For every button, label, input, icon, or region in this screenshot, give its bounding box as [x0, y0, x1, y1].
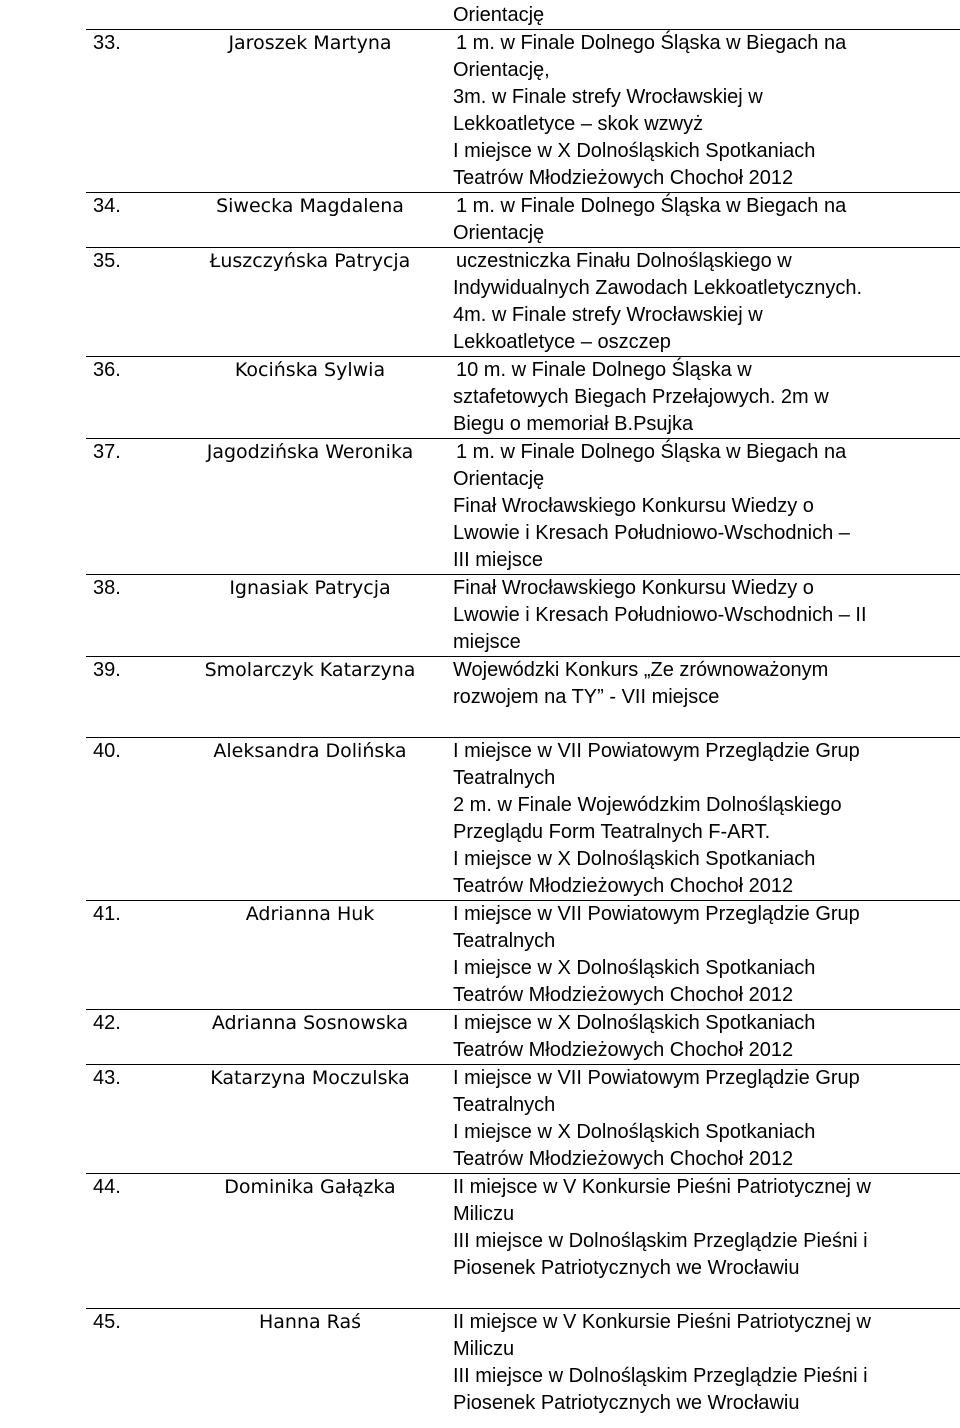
- achievement-line: II miejsce w V Konkursie Pieśni Patriotycznej w: [453, 1176, 871, 1198]
- student-name: Adrianna Huk: [181, 901, 439, 1010]
- achievement-line: Lekkoatletyce – skok wzwyż: [453, 113, 704, 135]
- achievement-line: 10 m. w Finale Dolnego Śląska w: [456, 359, 752, 381]
- achievement-line: Biegu o memoriał B.Psujka: [453, 413, 694, 435]
- achievement-line: Piosenek Patriotycznych we Wrocławiu: [453, 1392, 800, 1414]
- achievement-line: Lwowie i Kresach Południowo-Wschodnich – II: [453, 604, 867, 626]
- student-name: Dominika Gałązka: [181, 1174, 439, 1309]
- table-row: [86, 30, 960, 193]
- table-row: [86, 1010, 960, 1065]
- row-number: 42.: [86, 1010, 181, 1065]
- row-number: 44.: [86, 1174, 181, 1309]
- achievement-line: rozwojem na TY” - VII miejsce: [453, 686, 720, 708]
- row-number: 41.: [86, 901, 181, 1010]
- achievement-line: Teatrów Młodzieżowych Chochoł 2012: [453, 1148, 794, 1170]
- achievement-line: I miejsce w X Dolnośląskich Spotkaniach: [453, 848, 816, 870]
- achievements-cell: [439, 738, 960, 901]
- student-name: Ignasiak Patrycja: [181, 575, 439, 657]
- achievement-line: 2 m. w Finale Wojewódzkim Dolnośląskiego: [453, 794, 842, 816]
- achievement-line: I miejsce w X Dolnośląskich Spotkaniach: [453, 957, 816, 979]
- student-name: Jagodzińska Weronika: [181, 439, 439, 575]
- achievement-line: uczestniczka Finału Dolnośląskiego w: [456, 250, 792, 272]
- achievement-line: Finał Wrocławskiego Konkursu Wiedzy o: [453, 495, 814, 517]
- awards-document: [86, 0, 960, 1417]
- achievement-line: Orientację,: [453, 59, 550, 81]
- row-number: 43.: [86, 1065, 181, 1174]
- achievement-line: Przeglądu Form Teatralnych F-ART.: [453, 821, 771, 843]
- achievement-line: III miejsce w Dolnośląskim Przeglądzie Pieśni i: [453, 1230, 868, 1252]
- row-number: 40.: [86, 738, 181, 901]
- row-number: 39.: [86, 657, 181, 738]
- achievements-cell: [439, 901, 960, 1010]
- achievements-cell: [439, 439, 960, 575]
- student-name: Adrianna Sosnowska: [181, 1010, 439, 1065]
- achievement-line: 3m. w Finale strefy Wrocławskiej w: [453, 86, 763, 108]
- achievements-cell: [439, 248, 960, 357]
- table-row: [86, 439, 960, 575]
- achievement-line: Teatralnych: [453, 767, 556, 789]
- student-name: Katarzyna Moczulska: [181, 1065, 439, 1174]
- table-row: [86, 0, 960, 30]
- achievement-line: Lekkoatletyce – oszczep: [453, 331, 671, 353]
- achievement-line: 1 m. w Finale Dolnego Śląska w Biegach na: [456, 441, 847, 463]
- awards-table-body: [86, 0, 960, 1417]
- achievement-line: I miejsce w VII Powiatowym Przeglądzie Grup: [453, 740, 860, 762]
- achievement-line: Teatralnych: [453, 930, 556, 952]
- achievements-cell: [439, 30, 960, 193]
- achievement-line: I miejsce w X Dolnośląskich Spotkaniach: [453, 140, 816, 162]
- achievements-cell: [439, 0, 960, 30]
- achievement-line: Teatrów Młodzieżowych Chochoł 2012: [453, 1039, 794, 1061]
- achievement-line: Piosenek Patriotycznych we Wrocławiu: [453, 1257, 800, 1279]
- achievement-line: Orientację: [453, 222, 545, 244]
- achievement-line: Indywidualnych Zawodach Lekkoatletycznych.: [453, 277, 863, 299]
- student-name: Siwecka Magdalena: [181, 193, 439, 248]
- row-number: 34.: [86, 193, 181, 248]
- row-number: 36.: [86, 357, 181, 439]
- achievement-line: Orientację: [453, 468, 545, 490]
- achievement-line: I miejsce w X Dolnośląskich Spotkaniach: [453, 1012, 816, 1034]
- achievement-line: II miejsce w V Konkursie Pieśni Patriotycznej w: [453, 1311, 871, 1333]
- student-name: Aleksandra Dolińska: [181, 738, 439, 901]
- achievements-cell: [439, 1309, 960, 1418]
- table-row: [86, 738, 960, 901]
- achievement-line: sztafetowych Biegach Przełajowych. 2m w: [453, 386, 829, 408]
- achievement-line: Finał Wrocławskiego Konkursu Wiedzy o: [453, 577, 814, 599]
- achievement-line: III miejsce w Dolnośląskim Przeglądzie Pieśni i: [453, 1365, 868, 1387]
- achievement-line: I miejsce w X Dolnośląskich Spotkaniach: [453, 1121, 816, 1143]
- achievement-line: 1 m. w Finale Dolnego Śląska w Biegach na: [456, 195, 847, 217]
- achievements-cell: [439, 1174, 960, 1309]
- table-row: [86, 248, 960, 357]
- achievement-line: Orientację: [453, 4, 545, 26]
- achievement-line: Miliczu: [453, 1338, 515, 1360]
- achievements-cell: [439, 575, 960, 657]
- table-row: [86, 357, 960, 439]
- achievement-line: Miliczu: [453, 1203, 515, 1225]
- table-row: [86, 901, 960, 1010]
- student-name: Kocińska Sylwia: [181, 357, 439, 439]
- table-row: [86, 1309, 960, 1418]
- achievements-cell: [439, 1065, 960, 1174]
- achievement-line: I miejsce w VII Powiatowym Przeglądzie Grup: [453, 903, 860, 925]
- achievement-line: I miejsce w VII Powiatowym Przeglądzie Grup: [453, 1067, 860, 1089]
- student-name: Hanna Raś: [258, 1311, 362, 1333]
- row-number: [86, 0, 181, 30]
- student-name: Jaroszek Martyna: [181, 30, 439, 193]
- table-row: [86, 1065, 960, 1174]
- achievement-line: III miejsce: [453, 549, 544, 571]
- table-row: [86, 657, 960, 738]
- row-number: 45.: [93, 1311, 121, 1333]
- student-name: [181, 0, 439, 30]
- row-number: 35.: [86, 248, 181, 357]
- table-row: [86, 575, 960, 657]
- achievement-line: Teatralnych: [453, 1094, 556, 1116]
- student-name: Smolarczyk Katarzyna: [181, 657, 439, 738]
- awards-table: [86, 0, 960, 1417]
- achievements-cell: [439, 657, 960, 738]
- row-number: 33.: [86, 30, 181, 193]
- row-number: 37.: [86, 439, 181, 575]
- achievement-line: Teatrów Młodzieżowych Chochoł 2012: [453, 984, 794, 1006]
- student-name: Łuszczyńska Patrycja: [181, 248, 439, 357]
- row-number: 38.: [86, 575, 181, 657]
- table-row: [86, 1174, 960, 1309]
- achievement-line: Teatrów Młodzieżowych Chochoł 2012: [453, 167, 794, 189]
- achievements-cell: [439, 193, 960, 248]
- achievement-line: 1 m. w Finale Dolnego Śląska w Biegach na: [456, 32, 847, 54]
- achievement-line: Teatrów Młodzieżowych Chochoł 2012: [453, 875, 794, 897]
- table-row: [86, 193, 960, 248]
- achievements-cell: [439, 357, 960, 439]
- achievement-line: Wojewódzki Konkurs „Ze zrównoważonym: [453, 659, 829, 681]
- achievement-line: miejsce: [453, 631, 521, 653]
- achievement-line: Lwowie i Kresach Południowo-Wschodnich –: [453, 522, 850, 544]
- achievement-line: 4m. w Finale strefy Wrocławskiej w: [453, 304, 763, 326]
- achievements-cell: [439, 1010, 960, 1065]
